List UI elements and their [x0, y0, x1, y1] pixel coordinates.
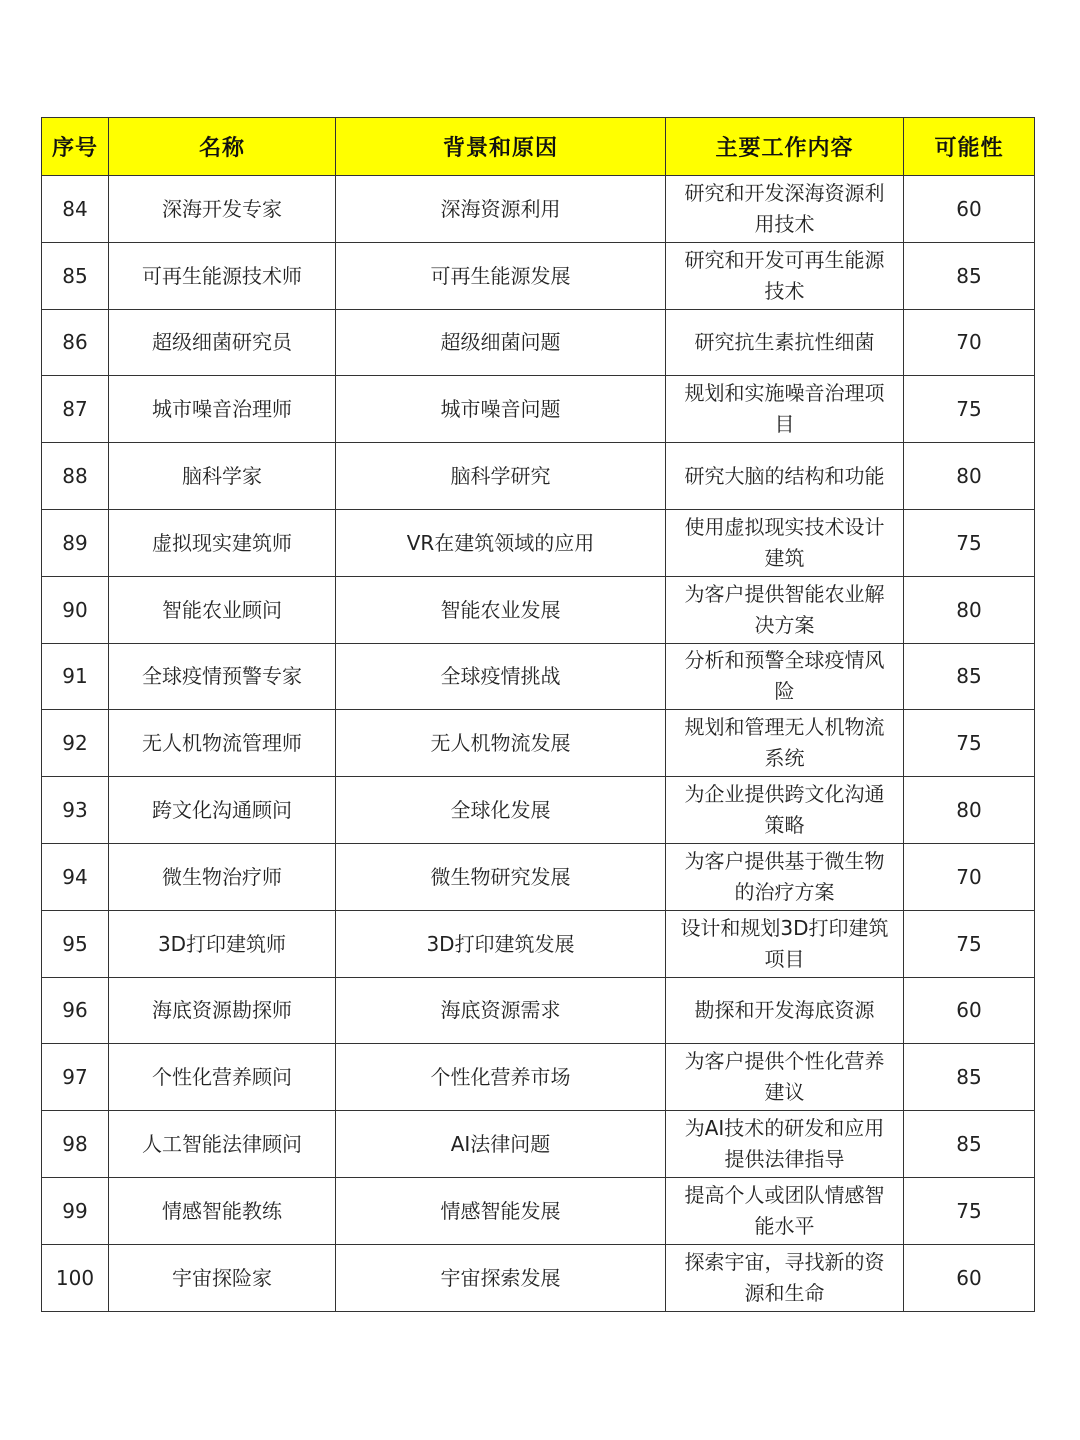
- cell-id: 96: [42, 977, 109, 1044]
- cell-work: 规划和实施噪音治理项目: [666, 376, 904, 443]
- cell-background: 个性化营养市场: [336, 1044, 666, 1111]
- cell-id: 86: [42, 309, 109, 376]
- cell-name: 微生物治疗师: [109, 843, 336, 910]
- cell-name: 个性化营养顾问: [109, 1044, 336, 1111]
- cell-work: 勘探和开发海底资源: [666, 977, 904, 1044]
- cell-work: 为客户提供个性化营养建议: [666, 1044, 904, 1111]
- header-row: [42, 118, 1035, 176]
- cell-id: 90: [42, 576, 109, 643]
- cell-id: 95: [42, 910, 109, 977]
- table-row: [42, 977, 1035, 1044]
- cell-name: 无人机物流管理师: [109, 710, 336, 777]
- cell-work: 为AI技术的研发和应用提供法律指导: [666, 1111, 904, 1178]
- table-row: [42, 309, 1035, 376]
- table-row: [42, 1111, 1035, 1178]
- header-id: 序号: [42, 118, 109, 176]
- table-row: [42, 643, 1035, 710]
- cell-probability: 85: [904, 1111, 1035, 1178]
- cell-id: 89: [42, 509, 109, 576]
- table-row: [42, 1044, 1035, 1111]
- cell-work: 为客户提供智能农业解决方案: [666, 576, 904, 643]
- cell-id: 99: [42, 1177, 109, 1244]
- cell-probability: 60: [904, 977, 1035, 1044]
- cell-background: 3D打印建筑发展: [336, 910, 666, 977]
- cell-name: 全球疫情预警专家: [109, 643, 336, 710]
- cell-work: 规划和管理无人机物流系统: [666, 710, 904, 777]
- cell-probability: 85: [904, 1044, 1035, 1111]
- cell-name: 情感智能教练: [109, 1177, 336, 1244]
- header-work: 主要工作内容: [666, 118, 904, 176]
- cell-id: 91: [42, 643, 109, 710]
- cell-name: 深海开发专家: [109, 176, 336, 243]
- header-background: 背景和原因: [336, 118, 666, 176]
- cell-probability: 75: [904, 1177, 1035, 1244]
- cell-work: 分析和预警全球疫情风险: [666, 643, 904, 710]
- cell-name: 城市噪音治理师: [109, 376, 336, 443]
- table-row: [42, 376, 1035, 443]
- header-probability: 可能性: [904, 118, 1035, 176]
- cell-name: 跨文化沟通顾问: [109, 777, 336, 844]
- cell-background: 深海资源利用: [336, 176, 666, 243]
- cell-background: 情感智能发展: [336, 1177, 666, 1244]
- cell-name: 可再生能源技术师: [109, 242, 336, 309]
- cell-background: 超级细菌问题: [336, 309, 666, 376]
- cell-work: 探索宇宙，寻找新的资源和生命: [666, 1244, 904, 1311]
- table-body: [42, 176, 1035, 1312]
- cell-id: 84: [42, 176, 109, 243]
- header-name: 名称: [109, 118, 336, 176]
- cell-probability: 70: [904, 309, 1035, 376]
- table-header: [42, 118, 1035, 176]
- table-row: [42, 176, 1035, 243]
- cell-background: 宇宙探索发展: [336, 1244, 666, 1311]
- cell-id: 94: [42, 843, 109, 910]
- table-row: [42, 1244, 1035, 1311]
- cell-name: 人工智能法律顾问: [109, 1111, 336, 1178]
- cell-id: 85: [42, 242, 109, 309]
- career-table: [41, 117, 1035, 1312]
- cell-background: 海底资源需求: [336, 977, 666, 1044]
- cell-name: 虚拟现实建筑师: [109, 509, 336, 576]
- table-row: [42, 843, 1035, 910]
- cell-background: 微生物研究发展: [336, 843, 666, 910]
- table-row: [42, 576, 1035, 643]
- cell-background: 智能农业发展: [336, 576, 666, 643]
- cell-id: 87: [42, 376, 109, 443]
- cell-name: 超级细菌研究员: [109, 309, 336, 376]
- cell-probability: 85: [904, 242, 1035, 309]
- cell-work: 研究抗生素抗性细菌: [666, 309, 904, 376]
- cell-probability: 75: [904, 376, 1035, 443]
- cell-probability: 60: [904, 1244, 1035, 1311]
- table-row: [42, 710, 1035, 777]
- cell-probability: 80: [904, 777, 1035, 844]
- cell-name: 智能农业顾问: [109, 576, 336, 643]
- cell-work: 设计和规划3D打印建筑项目: [666, 910, 904, 977]
- cell-id: 88: [42, 443, 109, 510]
- table-row: [42, 910, 1035, 977]
- cell-id: 92: [42, 710, 109, 777]
- cell-name: 3D打印建筑师: [109, 910, 336, 977]
- cell-background: 全球疫情挑战: [336, 643, 666, 710]
- cell-id: 98: [42, 1111, 109, 1178]
- cell-work: 提高个人或团队情感智能水平: [666, 1177, 904, 1244]
- cell-probability: 70: [904, 843, 1035, 910]
- cell-work: 研究大脑的结构和功能: [666, 443, 904, 510]
- cell-probability: 75: [904, 910, 1035, 977]
- cell-probability: 75: [904, 710, 1035, 777]
- cell-work: 为客户提供基于微生物的治疗方案: [666, 843, 904, 910]
- cell-name: 脑科学家: [109, 443, 336, 510]
- cell-background: 脑科学研究: [336, 443, 666, 510]
- cell-work: 研究和开发可再生能源技术: [666, 242, 904, 309]
- table-row: [42, 509, 1035, 576]
- cell-background: VR在建筑领域的应用: [336, 509, 666, 576]
- cell-probability: 85: [904, 643, 1035, 710]
- cell-probability: 75: [904, 509, 1035, 576]
- cell-work: 使用虚拟现实技术设计建筑: [666, 509, 904, 576]
- table-row: [42, 777, 1035, 844]
- cell-work: 研究和开发深海资源利用技术: [666, 176, 904, 243]
- table-row: [42, 1177, 1035, 1244]
- cell-id: 93: [42, 777, 109, 844]
- cell-background: 可再生能源发展: [336, 242, 666, 309]
- cell-background: 全球化发展: [336, 777, 666, 844]
- cell-background: 无人机物流发展: [336, 710, 666, 777]
- table-row: [42, 443, 1035, 510]
- cell-name: 宇宙探险家: [109, 1244, 336, 1311]
- cell-probability: 60: [904, 176, 1035, 243]
- cell-id: 100: [42, 1244, 109, 1311]
- table-row: [42, 242, 1035, 309]
- cell-id: 97: [42, 1044, 109, 1111]
- cell-work: 为企业提供跨文化沟通策略: [666, 777, 904, 844]
- cell-probability: 80: [904, 443, 1035, 510]
- cell-probability: 80: [904, 576, 1035, 643]
- cell-name: 海底资源勘探师: [109, 977, 336, 1044]
- cell-background: 城市噪音问题: [336, 376, 666, 443]
- cell-background: AI法律问题: [336, 1111, 666, 1178]
